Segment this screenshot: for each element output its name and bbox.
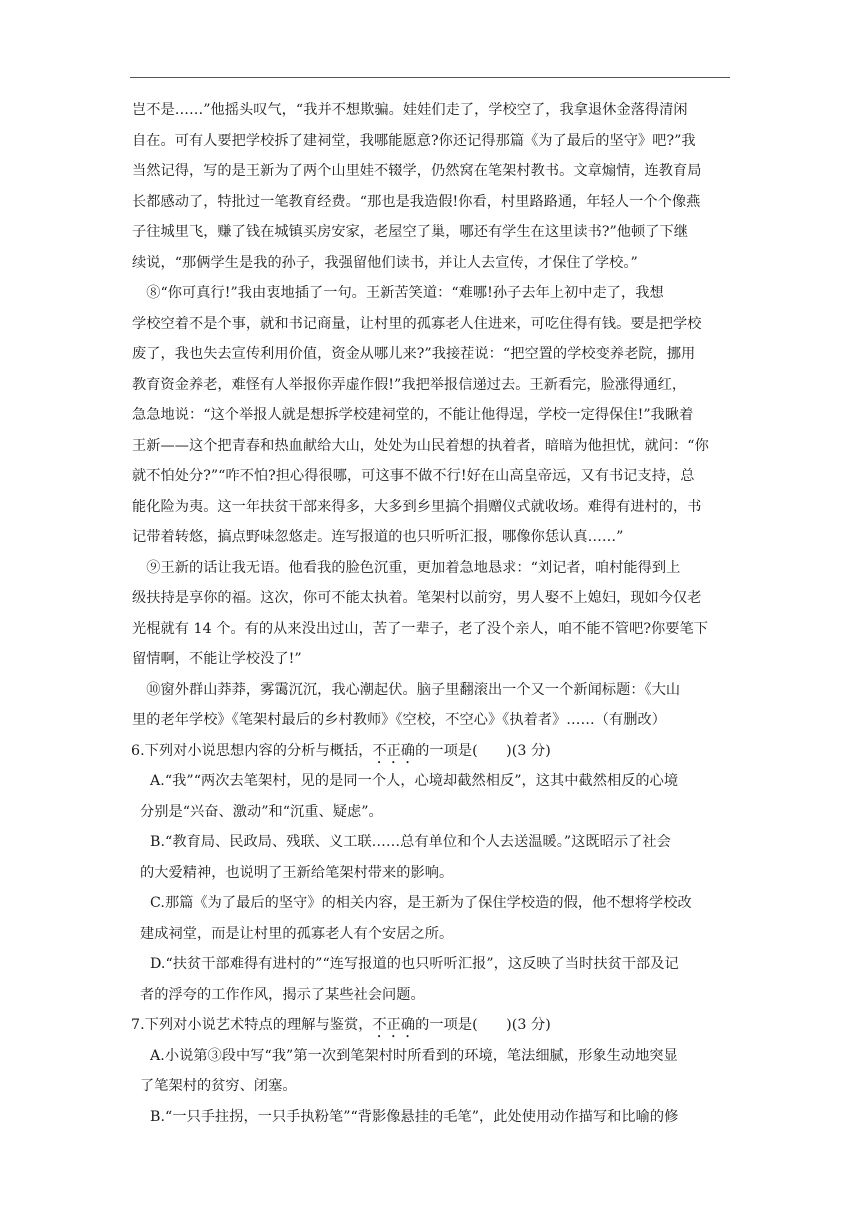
question-7-option-a: A.小说第③段中写“我”第一次到笔架村时所看到的环境，笔法细腻，形象生动地突显 <box>150 1048 678 1064</box>
passage-line: 急急地说：“这个举报人就是想拆学校建祠堂的，不能让他得逞，学校一定得保住!”我瞅着 <box>132 407 694 423</box>
question-6-option-d: D.“扶贫干部难得有进村的”“连写报道的也只听听汇报”，这反映了当时扶贫干部及记 <box>150 956 679 972</box>
header-rule <box>130 77 730 78</box>
passage-line: 光棍就有 14 个。有的从来没出过山，苦了一辈子，老了没个亲人，咱不能不管吧?你要笔下 <box>132 621 708 637</box>
paragraph-8-start: ⑧“你可真行!”我由衷地插了一句。王新苦笑道：“难哪!孙子去年上初中走了，我想 <box>132 285 664 301</box>
emphasis-text: 不正确 <box>372 743 416 759</box>
passage-line: 学校空着不是个事，就和书记商量，让村里的孤寡老人住进来，可吃住得有钱。要是把学校 <box>132 316 702 332</box>
passage-line: 自在。可有人要把学校拆了建祠堂，我哪能愿意?你还记得那篇《为了最后的坚守》吧?”我 <box>132 133 696 149</box>
passage-line: 子往城里飞，赚了钱在城镇买房安家，老屋空了巢，哪还有学生在这里读书?”他顿了下继 <box>132 224 688 240</box>
passage-line: 就不怕处分?”“咋不怕?担心得很哪，可这事不做不行!好在山高皇帝远，又有书记支持，总 <box>132 468 695 484</box>
paragraph-9-start: ⑨王新的话让我无语。他看我的脸色沉重，更加着急地恳求：“刘记者，咱村能得到上 <box>132 560 681 576</box>
question-6-option-a: A.“我”“两次去笔架村，见的是同一个人，心境却截然相反”，这其中截然相反的心境 <box>150 773 679 789</box>
emphasis-text: 不正确 <box>372 1017 416 1033</box>
passage-line: 长都感动了，特批过一笔教育经费。“那也是我造假!你看，村里路路通，年轻人一个个像燕 <box>132 194 701 210</box>
passage-line: 记带着转悠，搞点野味忽悠走。连写报道的也只听听汇报，哪像你恁认真……” <box>132 529 624 545</box>
question-6-option-c: C.那篇《为了最后的坚守》的相关内容，是王新为了保住学校造的假，他不想将学校改 <box>150 895 692 911</box>
question-7-option-b: B.“一只手拄拐，一只手执粉笔”“背影像悬挂的毛笔”，此处使用动作描写和比喻的修 <box>150 1109 679 1125</box>
passage-line: 能化险为夷。这一年扶贫干部来得多，大多到乡里搞个捐赠仪式就收场。难得有进村的，书 <box>132 499 702 515</box>
passage-line: 里的老年学校》《笔架村最后的乡村教师》《空校，不空心》《执着者》……（有删改） <box>132 712 666 728</box>
question-6-stem: 6.下列对小说思想内容的分析与概括，不正确的一项是( )(3 分) <box>131 743 551 759</box>
passage-line: 王新——这个把青春和热血献给大山，处处为山民着想的执着者，暗暗为他担忧，就问：“你 <box>132 438 709 454</box>
passage-line: 废了，我也失去宣传利用价值，资金从哪儿来?”我接茬说：“把空置的学校变养老院，挪用 <box>132 346 696 362</box>
question-7-stem: 7.下列对小说艺术特点的理解与鉴赏，不正确的一项是( )(3 分) <box>131 1017 551 1033</box>
passage-line: 级扶持是享你的福。这次，你可不能太执着。笔架村以前穷，男人娶不上媳妇，现如今仅老 <box>132 590 702 606</box>
option-continuation: 的大爱精神，也说明了王新给笔架村带来的影响。 <box>140 865 454 881</box>
passage-line: 留情啊，不能让学校没了!” <box>132 651 302 667</box>
passage-line: 教育资金养老，难怪有人举报你弄虚作假!”我把举报信递过去。王新看完，脸涨得通红， <box>132 377 687 393</box>
option-continuation: 了笔架村的贫穷、闭塞。 <box>140 1078 297 1094</box>
passage-line: 续说，“那俩学生是我的孙子，我强留他们读书，并让人去宣传，才保住了学校。” <box>132 255 638 271</box>
option-continuation: 建成祠堂，而是让村里的孤寡老人有个安居之所。 <box>140 926 454 942</box>
question-6-option-b: B.“教育局、民政局、残联、义工联……总有单位和个人去送温暖。”这既昭示了社会 <box>150 834 671 850</box>
option-continuation: 者的浮夸的工作作风，揭示了某些社会问题。 <box>140 987 425 1003</box>
passage-line: 当然记得，写的是王新为了两个山里娃不辍学，仍然窝在笔架村教书。文章煽情，连教育局 <box>132 163 702 179</box>
passage-line: 岂不是……”他摇头叹气，“我并不想欺骗。娃娃们走了，学校空了，我拿退休金落得清闲 <box>132 102 688 118</box>
option-continuation: 分别是“兴奋、激动”和“沉重、疑虑”。 <box>140 804 383 820</box>
paragraph-10-start: ⑩窗外群山莽莽，雾霭沉沉，我心潮起伏。脑子里翻滚出一个又一个新闻标题：《大山 <box>132 682 681 698</box>
